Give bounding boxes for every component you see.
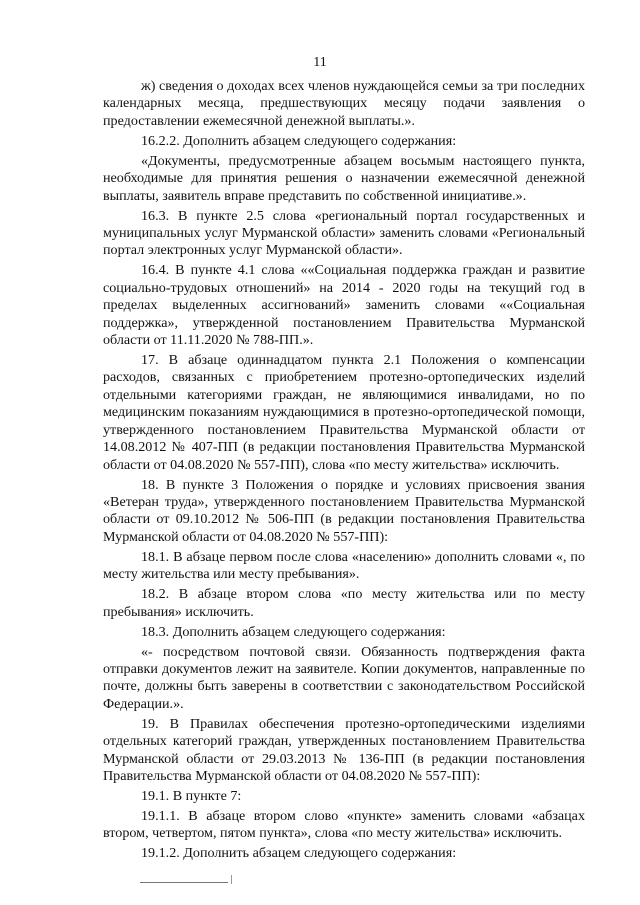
- paragraph-18: 18. В пункте 3 Положения о порядке и условиях присвоения звания «Ветеран труда», утвержденного постановлением Правительства Мурманской области от 09.10.2012 № 506-ПП (в редакции постановления Правительства Мурманской области от 04.08.2020 № 557-ПП):: [103, 476, 585, 545]
- paragraph-19-1-2: 19.1.2. Дополнить абзацем следующего содержания:: [141, 845, 457, 862]
- paragraph-16-3: 16.3. В пункте 2.5 слова «региональный портал государственных и муниципальных услуг Мурманской области» заменить словами «Региональный портал электронных услуг Мурманской области».: [103, 207, 585, 259]
- paragraph-19: 19. В Правилах обеспечения протезно-ортопедическими изделиями отдельных категорий граждан, утвержденных постановлением Правительства Мурманской области от 29.03.2013 № 136-ПП (в редакции постановления Правительства Мурманской области от 04.08.2020 № 557-ПП):: [103, 715, 585, 784]
- paragraph-16-4: 16.4. В пункте 4.1 слова ««Социальная поддержка граждан и развитие социально-трудовых отношений» на 2014 - 2020 годы на текущий год в пределах выделенных ассигнований» заменить словами ««Социальная поддержка», утвержденной постановлением Правительства Мурманской области от 11.11.2020 № 788-ПП.».: [103, 262, 585, 349]
- footer-divider: [140, 882, 228, 883]
- paragraph-19-1-1: 19.1.1. В абзаце втором слово «пункте» заменить словами «абзацах втором, четвертом, пятом пункта», слова «по месту жительства» исключить.: [103, 807, 585, 842]
- paragraph-18-2: 18.2. В абзаце втором слова «по месту жительства или по месту пребывания» исключить.: [103, 586, 585, 620]
- paragraph-18-3: 18.3. Дополнить абзацем следующего содержания:: [141, 623, 446, 640]
- page-number: 11: [313, 55, 327, 70]
- paragraph-16-2-2: 16.2.2. Дополнить абзацем следующего содержания:: [141, 132, 457, 149]
- paragraph-18-1: 18.1. В абзаце первом после слова «населению» дополнить словами «, по месту жительства или месту пребывания».: [103, 548, 585, 583]
- document-body: [103, 78, 585, 865]
- paragraph-17: 17. В абзаце одиннадцатом пункта 2.1 Положения о компенсации расходов, связанных с приобретением протезно-ортопедических изделий отдельными категориями граждан, не являющимися инвалидами, но по медицинским показаниям нуждающимися в протезно-ортопедической помощи, утвержденного постановлением Правительства Мурманской области от 14.08.2012 № 407-ПП (в редакции постановления Правительства Мурманской области от 04.08.2020 № 557-ПП), слова «по месту жительства» исключить.: [103, 352, 585, 473]
- paragraph-16-2-2-quote: «Документы, предусмотренные абзацем восьмым настоящего пункта, необходимые для принятия решения о назначении ежемесячной денежной выплаты, заявитель вправе представить по собственной инициативе.».: [103, 152, 585, 204]
- paragraph-18-3-quote: «- посредством почтовой связи. Обязанность подтверждения факта отправки документов лежит на заявителе. Копии документов, направленные по почте, должны быть заверены в соответствии с законодательством Российской Федерации.».: [103, 643, 585, 712]
- paragraph-1-zh: ж) сведения о доходах всех членов нуждающейся семьи за три последних календарных месяца, предшествующих месяцу подачи заявления о предоставлении ежемесячной денежной выплаты.».: [103, 78, 585, 129]
- paragraph-19-1: 19.1. В пункте 7:: [141, 787, 242, 804]
- footer-mark: [231, 875, 232, 884]
